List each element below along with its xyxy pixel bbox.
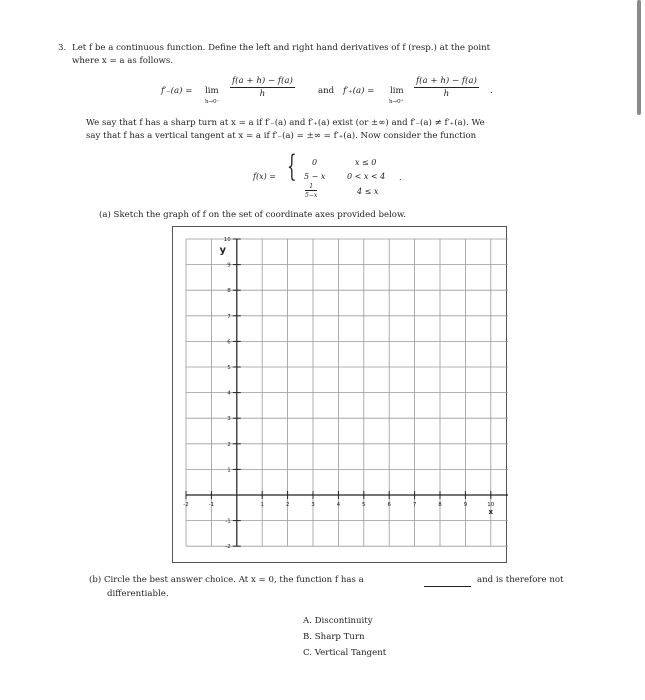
y-tick-label: 4 (227, 390, 231, 397)
and-word: and (318, 86, 335, 96)
piecewise-lhs: f(x) = (253, 172, 276, 181)
y-tick-label: 10 (223, 237, 231, 243)
piecewise-expr-3-num: 1 (305, 183, 317, 191)
choice-c[interactable]: C. Vertical Tangent (303, 648, 387, 658)
x-tick-label: 7 (412, 502, 417, 508)
y-tick-label: 6 (227, 339, 231, 346)
problem-number: 3. (58, 43, 67, 53)
x-tick-label: 2 (285, 502, 290, 508)
part-a-prompt: (a) Sketch the graph of f on the set of coordinate axes provided below. (99, 210, 407, 220)
y-tick-label: -1 (225, 518, 231, 525)
x-tick-label: 9 (463, 502, 468, 508)
answer-blank[interactable] (424, 586, 471, 587)
y-tick-label: 5 (227, 365, 231, 371)
y-axis-label: y (219, 245, 227, 256)
x-tick-label: 10 (487, 502, 495, 508)
piecewise-cond-1: x ≤ 0 (355, 158, 377, 167)
coordinate-grid[interactable] (173, 227, 508, 564)
y-tick-label: 9 (227, 262, 231, 269)
choice-b[interactable]: B. Sharp Turn (303, 632, 365, 642)
y-tick-label: 2 (227, 441, 231, 448)
x-axis-label: x (488, 508, 494, 516)
piecewise-cond-3: 4 ≤ x (357, 187, 379, 196)
scrollbar[interactable] (637, 0, 641, 115)
piecewise-brace: { (287, 149, 297, 184)
left-denominator: h (259, 89, 266, 99)
piecewise-period: . (399, 173, 402, 182)
x-tick-label: 5 (362, 502, 366, 508)
x-tick-label: -2 (183, 502, 189, 508)
lim-left-subscript: h→0⁻ (205, 99, 220, 105)
right-denominator: h (443, 89, 450, 99)
y-tick-label: 3 (227, 416, 231, 423)
x-tick-label: -1 (208, 502, 215, 508)
sharp-turn-line-1: We say that f has a sharp turn at x = a if f′₋(a) and f′₊(a) exist (or ±∞) and f′₋(a) ≠ f′₊(a). We (86, 118, 485, 128)
sharp-turn-line-2: say that f has a vertical tangent at x = a if f′₋(a) = ±∞ = f′₊(a). Now consider the function (86, 131, 477, 141)
x-tick-label: 6 (387, 502, 391, 508)
piecewise-expr-2: 5 − x (304, 172, 326, 181)
y-tick-label: 7 (227, 313, 231, 320)
lim-left: lim (205, 86, 219, 96)
definition-period: . (490, 86, 493, 96)
x-tick-label: 8 (438, 502, 442, 508)
choice-a[interactable]: A. Discontinuity (303, 616, 373, 626)
right-difference-quotient (414, 76, 479, 99)
left-numerator: f(a + h) − f(a) (232, 76, 293, 86)
x-tick-label: 4 (336, 502, 341, 508)
piecewise-expr-3 (305, 183, 317, 199)
part-b-line-2: differentiable. (107, 589, 169, 599)
piecewise-expr-3-den: 5−x (305, 192, 318, 199)
right-derivative-lhs: f′₊(a) = (343, 86, 375, 96)
left-derivative-lhs: f′₋(a) = (161, 86, 193, 96)
lim-right: lim (390, 86, 404, 96)
intro-line-2: where x = a as follows. (72, 56, 174, 66)
x-tick-label: 3 (311, 502, 315, 508)
part-b-prompt-end: and is therefore not (477, 575, 564, 585)
graph-frame (172, 226, 507, 563)
right-numerator: f(a + h) − f(a) (416, 76, 477, 86)
part-b-prompt: (b) Circle the best answer choice. At x = 0, the function f has a (89, 575, 364, 585)
tick-labels (183, 237, 495, 550)
intro-line-1: Let f be a continuous function. Define the left and right hand derivatives of f (resp.) at the point (72, 43, 491, 53)
piecewise-expr-1: 0 (312, 158, 318, 167)
lim-right-subscript: h→0⁺ (389, 99, 404, 105)
y-tick-label: -2 (225, 544, 231, 551)
y-tick-label: 8 (227, 288, 231, 295)
piecewise-cond-2: 0 < x < 4 (347, 172, 386, 181)
x-tick-label: 1 (260, 502, 264, 508)
left-difference-quotient (230, 76, 295, 99)
y-tick-label: 1 (227, 467, 231, 474)
